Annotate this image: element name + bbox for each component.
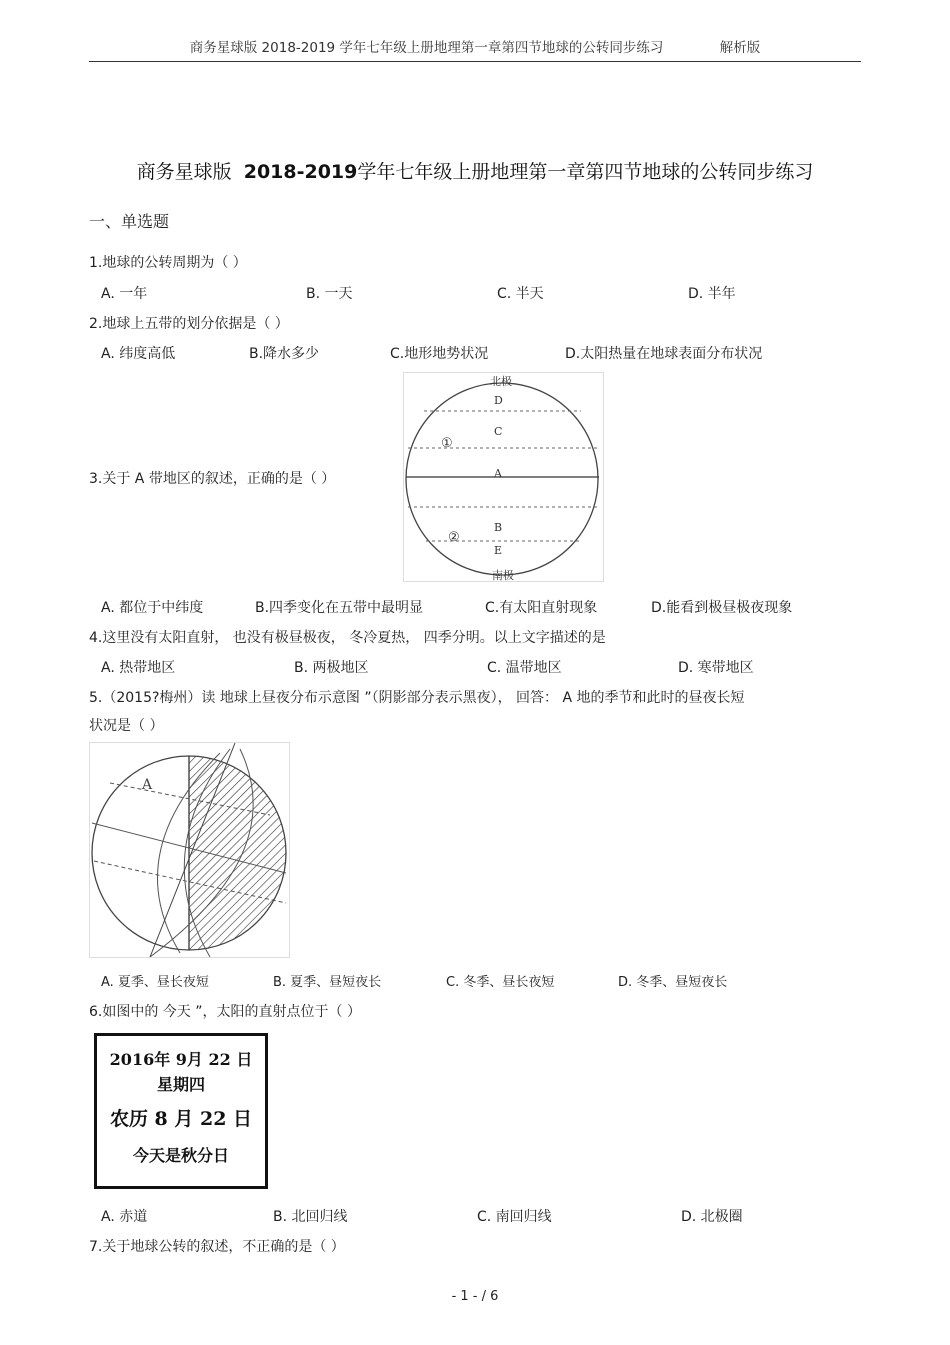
zone-label-b: B [494, 521, 503, 534]
calendar-note: 今天是秋分日 [132, 1146, 229, 1165]
five-zones-diagram [404, 373, 603, 581]
point-a-label: A [142, 777, 153, 793]
q1-option-d: D. 半年 [688, 286, 736, 302]
q4-option-d: D. 寒带地区 [678, 660, 754, 676]
question-6-stem: 6.如图中的 今天 ”，太阳的直射点位于（ ） [89, 1004, 361, 1020]
q4-option-b: B. 两极地区 [294, 660, 369, 676]
title-suffix: 学年七年级上册地理第一章第四节地球的公转同步练习 [357, 161, 814, 183]
running-header [0, 36, 950, 56]
marker-2: ② [448, 530, 460, 545]
q3-option-b: B.四季变化在五带中最明显 [255, 600, 424, 616]
north-pole-label: 北极 [490, 375, 512, 388]
zone-label-c: C [494, 425, 503, 438]
question-5-stem-cont: 状况是（ ） [89, 718, 164, 734]
title-years: 2018-2019 [243, 161, 358, 183]
marker-1: ① [441, 436, 453, 451]
question-1-stem: 1.地球的公转周期为（ ） [89, 255, 247, 271]
q5-option-a: A. 夏季、昼长夜短 [101, 975, 209, 990]
question-7-stem: 7.关于地球公转的叙述，不正确的是（ ） [89, 1239, 345, 1255]
q4-option-c: C. 温带地区 [487, 660, 562, 676]
page-number: - 1 - / 6 [451, 1289, 499, 1304]
calendar-weekday: 星期四 [156, 1075, 205, 1094]
q2-option-b: B.降水多少 [249, 346, 320, 362]
q6-option-d: D. 北极圈 [681, 1209, 743, 1225]
section-heading: 一、单选题 [89, 212, 170, 231]
q6-option-b: B. 北回归线 [273, 1209, 348, 1225]
zone-label-a: A [494, 467, 502, 480]
q3-option-c: C.有太阳直射现象 [485, 600, 598, 616]
q5-option-b: B. 夏季、昼短夜长 [273, 975, 382, 990]
q4-option-a: A. 热带地区 [101, 660, 176, 676]
zone-label-e: E [494, 544, 503, 557]
q6-option-a: A. 赤道 [101, 1209, 148, 1225]
five-zones-figure [403, 372, 604, 582]
q2-option-d: D.太阳热量在地球表面分布状况 [565, 346, 763, 362]
page-title [0, 157, 950, 184]
header-text: 商务星球版 2018-2019 学年七年级上册地理第一章第四节地球的公转同步练习 [189, 40, 664, 56]
q1-option-a: A. 一年 [101, 286, 148, 302]
q3-option-d: D.能看到极昼极夜现象 [651, 600, 793, 616]
q1-option-b: B. 一天 [306, 286, 353, 302]
q5-option-d: D. 冬季、昼短夜长 [618, 975, 728, 990]
q1-option-c: C. 半天 [497, 286, 544, 302]
q3-option-a: A. 都位于中纬度 [101, 600, 204, 616]
header-tag: 解析版 [719, 40, 761, 56]
night-shading [189, 743, 289, 957]
question-4-stem: 4.这里没有太阳直射， 也没有极昼极夜， 冬冷夏热， 四季分明。以上文字描述的是 [89, 630, 606, 646]
calendar-frame [94, 1033, 268, 1189]
day-night-figure [89, 742, 290, 958]
header-rule [89, 61, 861, 62]
calendar-date: 2016年 9月 22 日 [109, 1050, 253, 1069]
calendar-lunar-date: 农历 8 月 22 日 [109, 1108, 253, 1130]
zone-label-d: D [494, 394, 503, 407]
question-3-stem: 3.关于 A 带地区的叙述，正确的是（ ） [89, 471, 336, 487]
q6-option-c: C. 南回归线 [477, 1209, 552, 1225]
day-night-diagram [90, 743, 289, 957]
q5-option-c: C. 冬季、昼长夜短 [446, 975, 555, 990]
title-prefix: 商务星球版 [136, 161, 232, 183]
q2-option-a: A. 纬度高低 [101, 346, 176, 362]
south-pole-label: 南极 [492, 569, 514, 581]
question-5-stem: 5.（2015?梅州）读 地球上昼夜分布示意图 ”（阴影部分表示黑夜）， 回答： A 地的季节和此时的昼夜长短 [89, 690, 745, 706]
calendar-figure [89, 1027, 271, 1189]
q2-option-c: C.地形地势状况 [390, 346, 489, 362]
question-2-stem: 2.地球上五带的划分依据是（ ） [89, 316, 289, 332]
